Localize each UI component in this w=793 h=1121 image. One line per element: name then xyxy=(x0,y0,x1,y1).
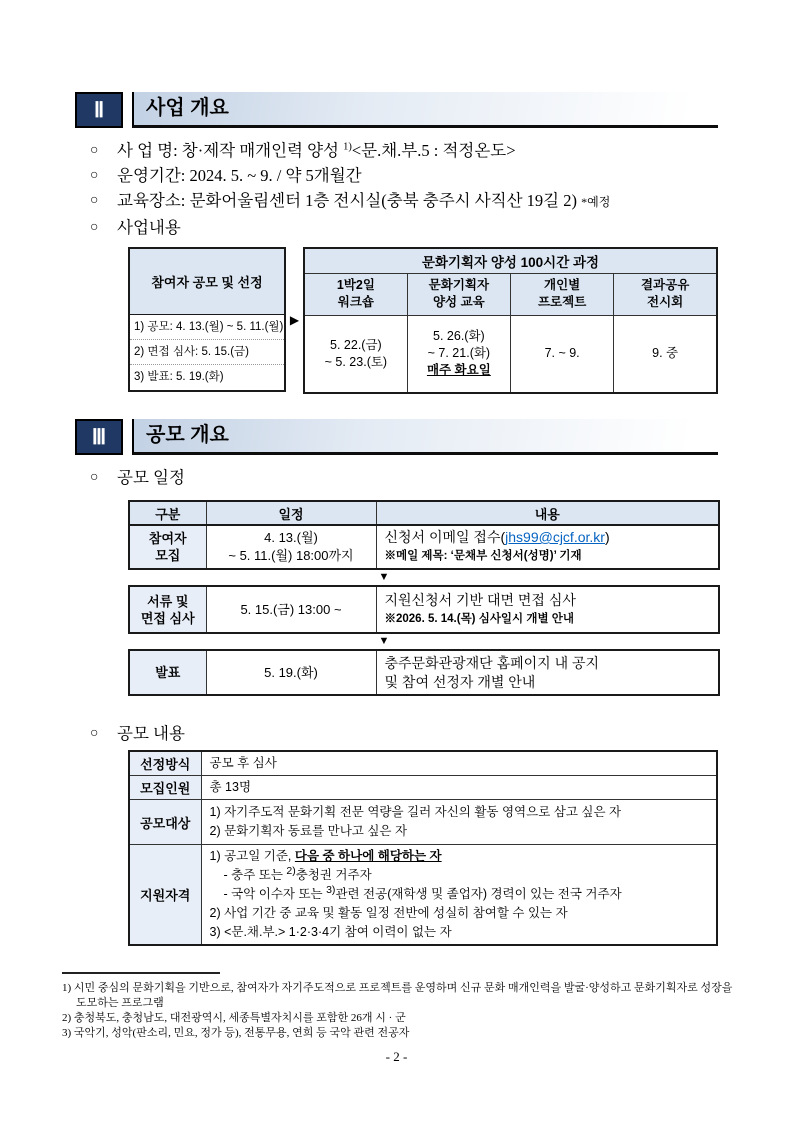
content-row-target xyxy=(129,800,717,845)
project-bullet-list xyxy=(90,138,793,240)
target-line2: 2) 문화기획자 동료를 만나고 싶은 자 xyxy=(209,824,408,838)
section-numeral-box xyxy=(75,419,123,455)
target-value xyxy=(201,800,717,845)
schedule-row-recruit xyxy=(129,525,719,569)
schedule-table-announce xyxy=(128,649,720,696)
content-heading-text: 공모 내용 xyxy=(117,724,185,743)
bullet-circle-icon: ○ xyxy=(90,470,99,485)
arrow-right-icon: ▶ xyxy=(289,313,300,327)
schedule-table-recruit xyxy=(128,500,720,570)
content-row-capacity xyxy=(129,776,717,800)
course-cell-workshop: 5. 22.(금) ~ 5. 23.(토) xyxy=(304,315,407,393)
footnotes xyxy=(62,972,740,1041)
course-col-training: 문화기획자 양성 교육 xyxy=(407,273,510,315)
content-table xyxy=(128,750,718,946)
method-label: 선정방식 xyxy=(129,751,201,776)
section-title: 공모 개요 xyxy=(146,424,229,446)
content-row-eligibility xyxy=(129,845,717,946)
bullet-circle-icon: ○ xyxy=(90,220,99,235)
interview-desc-note: ※2026. 5. 14.(목) 심사일시 개별 안내 xyxy=(384,612,574,625)
arrow-down-icon: ▼ xyxy=(378,635,390,647)
footnote-ref-2: 2) xyxy=(286,864,296,877)
eligibility-value xyxy=(201,845,717,946)
eligibility-label: 지원자격 xyxy=(129,845,201,946)
course-col-project: 개인별 프로젝트 xyxy=(511,273,614,315)
capacity-value: 총 13명 xyxy=(201,776,717,800)
bullet-place-text: 교육장소: 문화어울림센터 1층 전시실(충북 충주시 사직산 19길 2) *예정 xyxy=(117,191,611,210)
recruit-desc xyxy=(376,525,719,569)
schedule-header-date: 일정 xyxy=(206,501,376,525)
section-title-bar xyxy=(132,92,718,128)
selection-table-header: 참여자 공모 및 선정 xyxy=(130,249,284,315)
section-title: 사업 개요 xyxy=(146,97,229,119)
method-value: 공모 후 심사 xyxy=(201,751,717,776)
course-table xyxy=(303,247,718,394)
selection-row: 3) 발표: 5. 19.(화) xyxy=(134,371,224,383)
schedule-heading-text: 공모 일정 xyxy=(117,468,185,487)
every-tuesday-label: 매주 화요일 xyxy=(426,363,491,378)
course-table-subheader-row xyxy=(304,273,717,315)
footnote-separator xyxy=(62,972,220,974)
bullet-circle-icon: ○ xyxy=(90,726,99,741)
schedule-header-desc: 내용 xyxy=(376,501,719,525)
target-line1: 1) 자기주도적 문화기획 전문 역량을 길러 자신의 활동 영역으로 삼고 싶은 자 xyxy=(209,805,622,819)
interview-category: 서류 및 면접 심사 xyxy=(129,586,206,633)
bullet-circle-icon: ○ xyxy=(90,168,99,183)
place-note: *예정 xyxy=(581,195,611,209)
section-numeral: Ⅱ xyxy=(93,97,105,122)
eligibility-line2: - 충주 또는 $^{2)}$충청권 거주자 xyxy=(223,864,372,882)
selection-row: 1) 공모: 4. 13.(월) ~ 5. 11.(월) xyxy=(130,315,284,340)
schedule-header-category: 구분 xyxy=(129,501,206,525)
footnote-3: 3) 국악기, 성악(판소리, 민요, 정가 등), 전통무용, 연희 등 국악 관련 전공자 xyxy=(62,1027,410,1039)
course-col-exhibition: 결과공유 전시회 xyxy=(614,273,717,315)
bullet-circle-icon: ○ xyxy=(90,143,99,158)
interview-desc xyxy=(376,586,719,633)
footnote-ref-3: 3) xyxy=(326,883,336,896)
eligibility-line1: 1) 공고일 기준, 다음 중 하나에 해당하는 자 xyxy=(209,849,442,863)
content-row-method xyxy=(129,751,717,776)
eligibility-line5: 3) <문.채.부.> 1·2·3·4기 참여 이력이 없는 자 xyxy=(209,925,452,939)
project-tables xyxy=(128,247,793,394)
course-col-workshop: 1박2일 워크숍 xyxy=(304,273,407,315)
email-link[interactable]: jhs99@cjcf.or.kr xyxy=(505,529,605,545)
section-opencall-header xyxy=(75,419,718,459)
selection-table xyxy=(128,247,286,392)
bullet-period-text: 운영기간: 2024. 5. ~ 9. / 약 5개월간 xyxy=(117,166,362,185)
content-heading xyxy=(90,723,793,745)
target-label: 공모대상 xyxy=(129,800,201,845)
bullet-project-name-text: 사 업 명: 창·제작 매개인력 양성 $^{1)}$<문.채.부.5 : 적정온도> xyxy=(117,141,516,160)
footnote-1: 1) 시민 중심의 문화기획을 기반으로, 참여자가 자기주도적으로 프로젝트를 운영하며 신규 문화 매개인력을 발굴·양성하고 문화기획자로 성장을 도모하는 프로그램 xyxy=(62,982,733,1009)
recruit-desc-note: ※메일 제목: ‘문채부 신청서(성명)’ 기재 xyxy=(384,550,582,562)
footnote-ref-1: 1) xyxy=(343,141,352,153)
course-cell-exhibition: 9. 중 xyxy=(614,315,717,393)
bullet-project-name xyxy=(90,138,793,163)
section-numeral-box xyxy=(75,92,123,128)
bullet-content-text: 사업내용 xyxy=(117,218,181,237)
schedule-row-interview xyxy=(129,586,719,633)
schedule-row-announce xyxy=(129,650,719,695)
schedule-heading xyxy=(90,467,793,489)
selection-row: 2) 면접 심사: 5. 15.(금) xyxy=(130,340,284,365)
section-title-bar xyxy=(132,419,718,455)
course-cell-training: 5. 26.(화) ~ 7. 21.(화) 매주 화요일 xyxy=(407,315,510,393)
announce-date: 5. 19.(화) xyxy=(206,650,376,695)
eligibility-line4: 2) 사업 기간 중 교육 및 활동 일정 전반에 성실히 참여할 수 있는 자 xyxy=(209,906,568,920)
course-table-data-row xyxy=(304,315,717,393)
arrow-down-icon: ▼ xyxy=(378,571,390,583)
page-number: - 2 - xyxy=(385,1049,408,1064)
recruit-category: 참여자 모집 xyxy=(129,525,206,569)
eligibility-line3: - 국악 이수자 또는 $^{3)}$관련 전공(재학생 및 졸업자) 경력이 있는 전국 거주자 xyxy=(223,883,622,901)
course-cell-project: 7. ~ 9. xyxy=(511,315,614,393)
section-numeral: Ⅲ xyxy=(91,424,107,449)
announce-desc xyxy=(376,650,719,695)
announce-desc-line2: 및 참여 선정자 개별 안내 xyxy=(384,673,536,690)
announce-desc-line1: 충주문화관광재단 홈페이지 내 공지 xyxy=(384,654,600,671)
course-table-title: 문화기획자 양성 100시간 과정 xyxy=(304,248,717,273)
bullet-period xyxy=(90,163,793,188)
interview-desc-line: 지원신청서 기반 대면 면접 심사 xyxy=(384,591,576,608)
footnote-2: 2) 충청북도, 충청남도, 대전광역시, 세종특별자치시를 포함한 26개 시 · 군 xyxy=(62,1012,406,1024)
interview-date: 5. 15.(금) 13:00 ~ xyxy=(206,586,376,633)
bullet-circle-icon: ○ xyxy=(90,193,99,208)
announce-category: 발표 xyxy=(129,650,206,695)
schedule-header-row xyxy=(129,501,719,525)
recruit-date: 4. 13.(월) ~ 5. 11.(월) 18:00까지 xyxy=(206,525,376,569)
recruit-desc-line: 신청서 이메일 접수(jhs99@cjcf.or.kr) xyxy=(384,529,610,545)
section-project-header xyxy=(75,92,718,132)
schedule-table-interview xyxy=(128,585,720,634)
bullet-content xyxy=(90,215,793,240)
course-table-title-row xyxy=(304,248,717,273)
capacity-label: 모집인원 xyxy=(129,776,201,800)
bullet-place xyxy=(90,188,793,215)
